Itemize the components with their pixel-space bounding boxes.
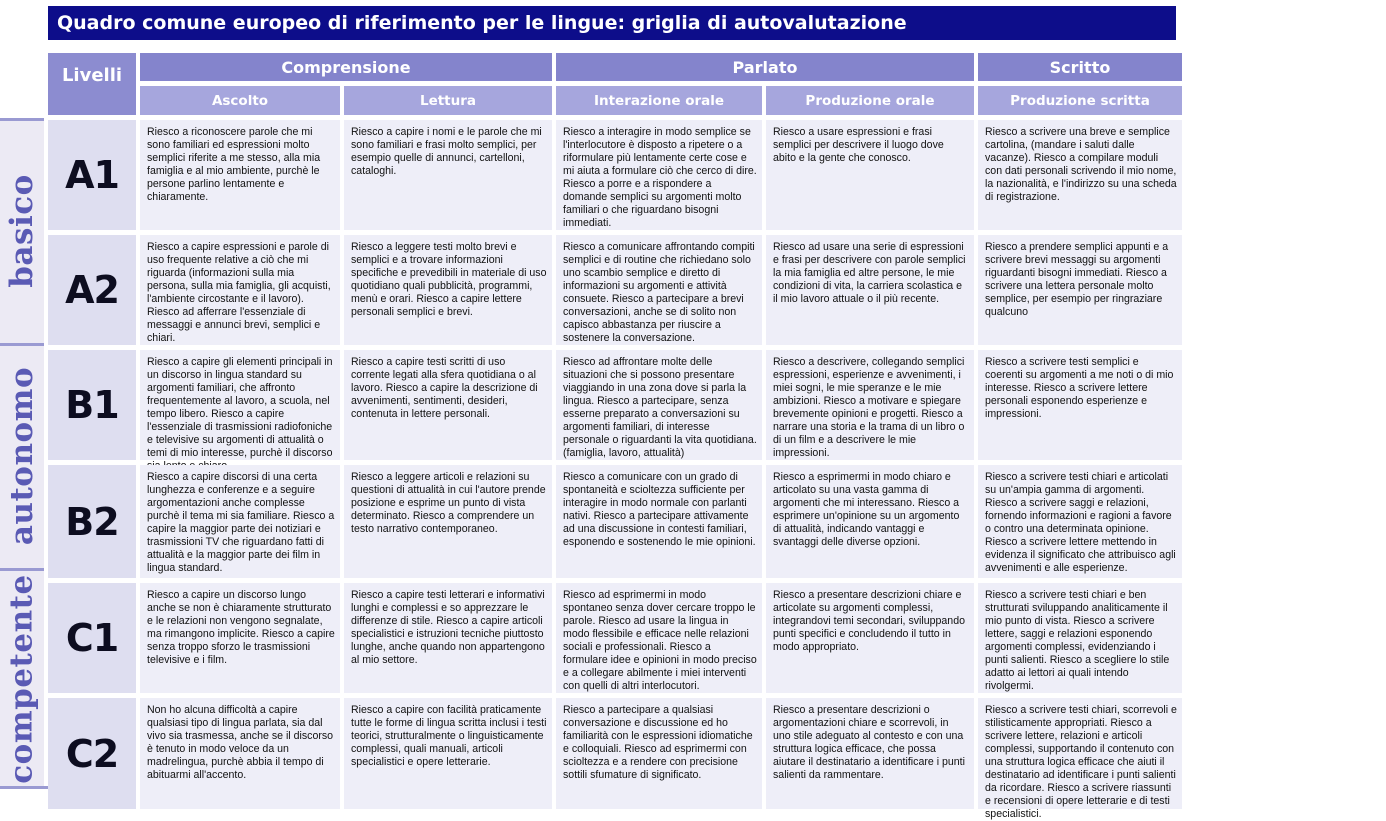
header-group-comprensione: Comprensione [140, 53, 552, 81]
cell-b1-interazione-orale: Riesco ad affrontare molte delle situazioni che si possono presentare viaggiando in una zona dove si parla la lingua. Riesco a partecipare, senza esserne preparato a conversazioni su argomenti familiari, di interesse personale o riguardanti la vita quotidiana. (famiglia, lavoro, attualità) [556, 350, 762, 460]
cell-c2-interazione-orale: Riesco a partecipare a qualsiasi conversazione e discussione ed ho familiarità con le espressioni idiomatiche e colloquiali. Riesco ad esprimermi con scioltezza e a rendere con precisione sottili sfumature di significato. [556, 698, 762, 809]
header-col-interazione-orale: Interazione orale [556, 86, 762, 115]
header-group-parlato: Parlato [556, 53, 974, 81]
header-col-ascolto: Ascolto [140, 86, 340, 115]
band-label-basico: basico [4, 173, 41, 288]
cell-b1-produzione-orale: Riesco a descrivere, collegando semplici espressioni, esperienze e avvenimenti, i miei sogni, le mie speranze e le mie ambizioni. Riesco a motivare e spiegare brevemente opinioni e progetti. Riesco a narrare una storia e la trama di un libro o di un film e a descrivere le mie impressioni. [766, 350, 974, 460]
cell-b1-ascolto: Riesco a capire gli elementi principali in un discorso in lingua standard su argomenti familiari, che affronto frequentemente al lavoro, a scuola, nel tempo libero. Riesco a capire l'essenziale di trasmissioni radiofoniche e televisive su argomenti di attualità o temi di mio interesse, purchè il discorso [140, 350, 340, 460]
cell-b2-lettura: Riesco a leggere articoli e relazioni su questioni di attualità in cui l'autore prende posizione e esprime un punto di vista determinato. Riesco a comprendere un testo narrativo contemporaneo. [344, 465, 552, 578]
cell-c1-ascolto: Riesco a capire un discorso lungo anche se non è chiaramente strutturato e le relazioni non vengono segnalate, ma rimangono implicite. Riesco a capire senza troppo sforzo le trasmissioni televisive e i film. [140, 583, 340, 693]
level-code-a1: A1 [48, 120, 136, 230]
header-col-lettura: Lettura [344, 86, 552, 115]
cell-a1-lettura: Riesco a capire i nomi e le parole che mi sono familiari e frasi molto semplici, per esempio quelle di annunci, cartelloni, cataloghi. [344, 120, 552, 230]
cell-c1-produzione-orale: Riesco a presentare descrizioni chiare e articolate su argomenti complessi, integrandovi temi secondari, sviluppando punti specifici e concludendo il tutto in modo appropriato. [766, 583, 974, 693]
level-code-a2: A2 [48, 235, 136, 345]
cell-c1-produzione-scritta: Riesco a scrivere testi chiari e ben strutturati sviluppando analiticamente il mio punto di vista. Riesco a scrivere lettere, saggi e relazioni esponendo argomenti complessi, evidenziando i punti salienti. Riesco a scegliere lo stile adatto ai lettori ai quali intendo rivolgermi. [978, 583, 1182, 693]
cell-a2-lettura: Riesco a leggere testi molto brevi e semplici e a trovare informazioni specifiche e prevedibili in materiale di uso quotidiano quali pubblicità, programmi, menù e orari. Riesco a capire lettere personali semplici e brevi. [344, 235, 552, 345]
self-assessment-grid [48, 53, 1386, 820]
cell-a2-produzione-orale: Riesco ad usare una serie di espressioni e frasi per descrivere con parole semplici la mia famiglia ed altre persone, le mie condizioni di vita, la carriera scolastica e il mio lavoro attuale o il più recente. [766, 235, 974, 345]
level-code-c1: C1 [48, 583, 136, 693]
cell-c2-produzione-scritta: Riesco a scrivere testi chiari, scorrevoli e stilisticamente appropriati. Riesco a scrivere lettere, relazioni e articoli complessi, supportando il contenuto con una struttura logica efficace che aiuti il destinatario ad identificare i punti salienti da ricordare. Riesco a scrivere riassunti e recensioni di opere letterarie e di testi specialistici. [978, 698, 1182, 809]
cell-c2-lettura: Riesco a capire con facilità praticamente tutte le forme di lingua scritta inclusi i testi teorici, strutturalmente o linguisticamente complessi, quali manuali, articoli specialistici e opere letterarie. [344, 698, 552, 809]
cell-b2-produzione-orale: Riesco a esprimermi in modo chiaro e articolato su una vasta gamma di argomenti che mi interessano. Riesco a esprimere un'opinione su un argomento di attualità, indicando vantaggi e svantaggi delle diverse opzioni. [766, 465, 974, 578]
level-code-b1: B1 [48, 350, 136, 460]
level-code-c2: C2 [48, 698, 136, 809]
header-col-produzione-scritta: Produzione scritta [978, 86, 1182, 115]
cell-a2-ascolto: Riesco a capire espressioni e parole di uso frequente relative a ciò che mi riguarda (informazioni sulla mia persona, sulla mia famiglia, gli acquisti, l'ambiente circostante e il lavoro). Riesco ad afferrare l'essenziale di messaggi e annunci brevi, semplici e chiari. [140, 235, 340, 345]
cell-b1-produzione-scritta: Riesco a scrivere testi semplici e coerenti su argomenti a me noti o di mio interesse. Riesco a scrivere lettere personali esponendo esperienze e impressioni. [978, 350, 1182, 460]
cell-b2-produzione-scritta: Riesco a scrivere testi chiari e articolati su un'ampia gamma di argomenti. Riesco a scrivere saggi e relazioni, fornendo informazioni e ragioni a favore o contro una determinata opinione. Riesco a scrivere lettere mettendo in evidenza il significato che attribuisco agli avvenimenti e alle esperienze. [978, 465, 1182, 578]
cell-c2-ascolto: Non ho alcuna difficoltà a capire qualsiasi tipo di lingua parlata, sia dal vivo sia trasmessa, anche se il discorso è tenuto in modo veloce da un madrelingua, purchè abbia il tempo di abituarmi all'accento. [140, 698, 340, 809]
cell-b1-lettura: Riesco a capire testi scritti di uso corrente legati alla sfera quotidiana o al lavoro. Riesco a capire la descrizione di avvenimenti, sentimenti, desideri, contenuta in lettere personali. [344, 350, 552, 460]
cell-a2-produzione-scritta: Riesco a prendere semplici appunti e a scrivere brevi messaggi su argomenti riguardanti bisogni immediati. Riesco a scrivere una lettera personale molto semplice, per esempio per ringraziare qualcuno [978, 235, 1182, 345]
cell-a1-interazione-orale: Riesco a interagire in modo semplice se l'interlocutore è disposto a ripetere o a riformulare più lentamente certe cose e mi aiuta a formulare ciò che cerco di dire. Riesco a porre e a rispondere a domande semplici su argomenti molto familiari o che riguardano bisogni immediati. [556, 120, 762, 230]
header-group-scritto: Scritto [978, 53, 1182, 81]
band-label-competente: competente [4, 573, 41, 784]
cell-c1-interazione-orale: Riesco ad esprimermi in modo spontaneo senza dover cercare troppo le parole. Riesco ad usare la lingua in modo flessibile e efficace nelle relazioni sociali e professionali. Riesco a formulare idee e opinioni in modo preciso e a collegare abilmente i miei interventi con quelli di altri interlocutori. [556, 583, 762, 693]
cell-a1-ascolto: Riesco a riconoscere parole che mi sono familiari ed espressioni molto semplici riferite a me stesso, alla mia famiglia e al mio ambiente, purchè le persone parlino lentamente e chiaramente. [140, 120, 340, 230]
cell-a1-produzione-orale: Riesco a usare espressioni e frasi semplici per descrivere il luogo dove abito e la gente che conosco. [766, 120, 974, 230]
cell-b2-ascolto: Riesco a capire discorsi di una certa lunghezza e conferenze e a seguire argomentazioni anche complesse purchè il tema mi sia familiare. Riesco a capire la maggior parte dei notiziari e trasmissioni TV che riguardano fatti di attualità e la maggior parte dei film in lingua standard. [140, 465, 340, 578]
cell-a1-produzione-scritta: Riesco a scrivere una breve e semplice cartolina, (mandare i saluti dalle vacanze). Riesco a compilare moduli con dati personali scrivendo il mio nome, la nazionalità, e l'indirizzo su una scheda di registrazione. [978, 120, 1182, 230]
header-col-produzione-orale: Produzione orale [766, 86, 974, 115]
cell-a2-interazione-orale: Riesco a comunicare affrontando compiti semplici e di routine che richiedano solo uno scambio semplice e diretto di informazioni su argomenti e attività consuete. Riesco a partecipare a brevi conversazioni, anche se di solito non capisco abbastanza per riuscire a sostenere la conversazione. [556, 235, 762, 345]
level-code-b2: B2 [48, 465, 136, 578]
page-title: Quadro comune europeo di riferimento per le lingue: griglia di autovalutazione [48, 6, 1176, 40]
band-label-autonomo: autonomo [4, 366, 41, 545]
cell-b2-interazione-orale: Riesco a comunicare con un grado di spontaneità e scioltezza sufficiente per interagire in modo normale con parlanti nativi. Riesco a partecipare attivamente ad una discussione in contesti familiari, esponendo e sostenendo le mie opinioni. [556, 465, 762, 578]
cell-c1-lettura: Riesco a capire testi letterari e informativi lunghi e complessi e so apprezzare le differenze di stile. Riesco a capire articoli specialistici e istruzioni tecniche piuttosto lunghe, anche quando non appartengono al mio settore. [344, 583, 552, 693]
header-livelli: Livelli [48, 53, 136, 115]
cell-c2-produzione-orale: Riesco a presentare descrizioni o argomentazioni chiare e scorrevoli, in uno stile adeguato al contesto e con una struttura logica efficace, che possa aiutare il destinatario a identificare i punti salienti da rammentare. [766, 698, 974, 809]
